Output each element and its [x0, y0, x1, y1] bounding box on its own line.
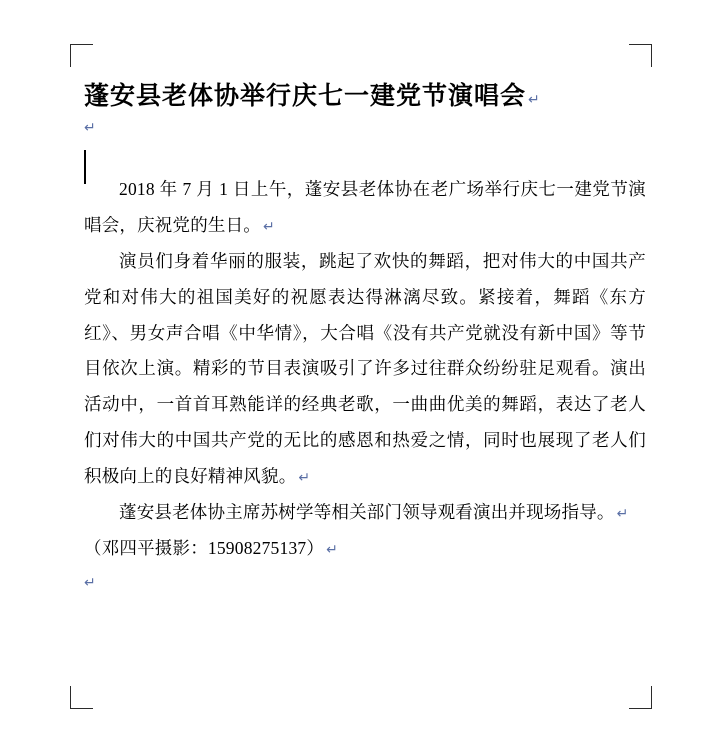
- paragraph-mark-icon: ↵: [326, 540, 338, 557]
- page-title: [84, 76, 646, 112]
- paragraph-3-text: 蓬安县老体协主席苏树学等相关部门领导观看演出并现场指导。: [119, 501, 615, 522]
- paragraph-mark-icon: ↵: [616, 504, 629, 521]
- paragraph-mark-icon: ↵: [263, 217, 275, 234]
- paragraph-1-text: 2018 年 7 月 1 日上午，蓬安县老体协在老广场举行庆七一建党节演唱会，庆祝党的生日。: [84, 179, 646, 235]
- paragraph-2-text: 演员们身着华丽的服装，跳起了欢快的舞蹈，把对伟大的中国共产党和对伟大的祖国美好的祝愿表达得淋漓尽致。紧接着，舞蹈《东方红》、男女声合唱《中华情》，大合唱《没有共产党就没有新中国》等节目依次上演。精彩的节目表演吸引了许多过往群众纷纷驻足观看。演出活动中，一首首耳熟能详的经典老歌，一曲曲优美的舞蹈，表达了老人们对伟大的中国共产党的无比的感恩和热爱之情，同时也展现了老人们积极向上的良好精神风貌。: [84, 250, 646, 486]
- empty-paragraph-3: [84, 567, 646, 597]
- paragraph-4-credit: [84, 531, 646, 567]
- paragraph-4-text: （邓四平摄影：15908275137）: [84, 537, 325, 558]
- paragraph-1: [84, 172, 646, 244]
- empty-paragraph-1: [84, 112, 646, 142]
- paragraph-3: [84, 495, 646, 531]
- document-body[interactable]: [84, 62, 646, 597]
- paragraph-mark-icon: ↵: [528, 91, 541, 107]
- crop-mark-bottom-right: [629, 686, 652, 709]
- crop-mark-bottom-left: [70, 686, 93, 709]
- empty-paragraph-2: [84, 142, 646, 172]
- paragraph-mark-icon: ↵: [84, 119, 96, 135]
- paragraph-2: [84, 244, 646, 495]
- paragraph-mark-icon: ↵: [298, 469, 311, 485]
- page-title-text: 蓬安县老体协举行庆七一建党节演唱会: [84, 81, 527, 110]
- paragraph-mark-icon: ↵: [84, 573, 96, 590]
